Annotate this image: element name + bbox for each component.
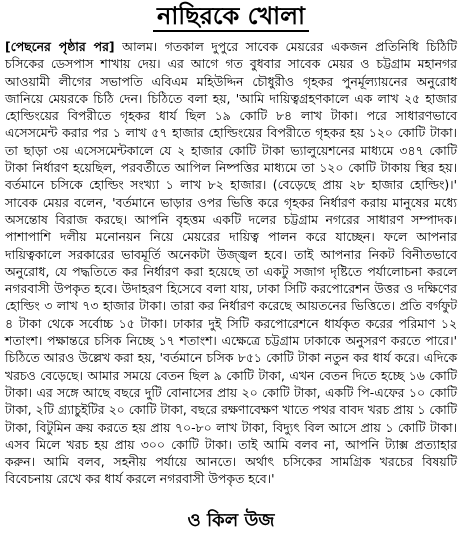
continuation-tag: [পেছনের পৃষ্ঠার পর] [5, 39, 115, 54]
next-headline-fragment: ও কিল উজ [187, 510, 275, 531]
article-body [5, 38, 457, 488]
headline: নাছিরকে খোলা [153, 2, 309, 32]
headline-container [5, 2, 457, 36]
article-text: আলম। গতকাল দুপুরে সাবেক মেয়রের একজন প্রতিনিধি চিঠিটি চসিকের ডেসপাস শাখায় দেয়। এর আগে গত বুধবার সাবেক মেয়র ও চট্টগ্রাম মহানগর আওয়ামী লীগের সভাপতি এবিএম মহিউদ্দিন চৌধুরীও গৃহকর পুনর্মূল্যায়নের অনুরোধ জানিয়ে মেয়রকে চিঠি দেন। চিঠিতে বলা হয়, 'আমি দায়িত্বগ্রহণকালে এক লাখ ২৫ হাজার হোল্ডিংয়ের বিপরীতে গৃহকর ধার্য ছিল ১৯ কোটি ৮৪ লাখ টাকা। পরে সাধারণভাবে এসেসমেন্ট করার পর ১ লাখ ৫৭ হাজার হোল্ডিংয়ের বিপরীতে গৃহকর হয় ১২০ কোটি টাকা। তা ছাড়া ৩য় এসেসমেন্টকালে যে ২ হাজার কোটি টাকা ভ্যালুয়েশনের মাধ্যমে ৩৪৭ কোটি টাকা নির্ধারণ হয়েছিল, পরবর্তীতে আপিল নিষ্পত্তির মাধ্যমে তা ১২০ কোটি টাকায় স্থির হয়। বর্তমানে চসিকে হোল্ডিং সংখ্যা ১ লাখ ৮২ হাজার। (বেড়েছে প্রায় ২৮ হাজার হোল্ডিং)।' সাবেক মেয়র বলেন, 'বর্তমানে ভাড়ার ওপর ভিত্তি করে গৃহকর নির্ধারণ করায় মানুষের মধ্যে অসন্তোষ বিরাজ করছে। আপনি বৃহত্তম একটি দলের চট্টগ্রাম নগরের সাধারণ সম্পাদক। পাশাপাশি দলীয় মনোনয়ন নিয়ে মেয়রের দায়িত্ব পালন করে যাচ্ছেন। ফলে আপনার দায়িত্বকালে সরকারের ভাবমূর্তি অনেকটা উজ্জ্বল হবে। তাই আপনার নিকট বিনীতভাবে অনুরোধ, যে পদ্ধতিতে কর নির্ধারণ করা হয়েছে তা একটু সজাগ দৃষ্টিতে পর্যালোচনা করলে নগরবাসী উপকৃত হবে। উদাহরণ হিসেবে বলা যায়, ঢাকা সিটি করপোরেশন উত্তর ও দক্ষিণের হোল্ডিং ৩ লাখ ৭৩ হাজার টাকা। তারা কর নির্ধারণ করেছে আয়তনের ভিত্তিতে। প্রতি বর্গফুট ৪ টাকা থেকে সর্বোচ্চ ১৫ টাকা। ঢাকার দুই সিটি করপোরেশনে ধার্যকৃত করের পরিমাণ ১২ শতাংশ। পক্ষান্তরে চসিক নিচ্ছে ১৭ শতাংশ। এক্ষেত্রে চট্টগ্রাম ঢাকাকে অনুসরণ করতে পারে।' চিঠিতে আরও উল্লেখ করা হয়, 'বর্তমানে চসিক ৮৫১ কোটি টাকা নতুন কর ধার্য করে। এদিকে খরচও বেড়েছে। আমার সময়ে বেতন ছিল ৯ কোটি টাকা, এখন বেতন দিতে হচ্ছে ১৬ কোটি টাকা। এর সঙ্গে আছে বছরে দুটি বোনাসের প্রায় ২০ কোটি টাকা, একটি পি-এফের ১০ কোটি টাকা, ২টি গ্র্যাচুইটির ২০ কোটি টাকা, বছরে রক্ষণাবেক্ষণ খাতে পথর বাবদ খরচ প্রায় ১ কোটি টাকা, বিটুমিন ক্রয় করতে হয় প্রায় ৭০-৮০ লাখ টাকা, বিদ্যুৎ বিল আসে প্রায় ১ কোটি টাকা। এসব মিলে খরচ হয় প্রায় ৩০০ কোটি টাকা। তাই আমি বলব না, আপনি ট্যাক্স প্রত্যাহার করুন। আমি বলব, সহনীয় পর্যায়ে আনতে। অর্থাৎ চসিকের সামগ্রিক খরচের বিষয়টি বিবেচনায় রেখে কর ধার্য করলে নগরবাসী উপকৃত হবে।' [5, 39, 457, 487]
